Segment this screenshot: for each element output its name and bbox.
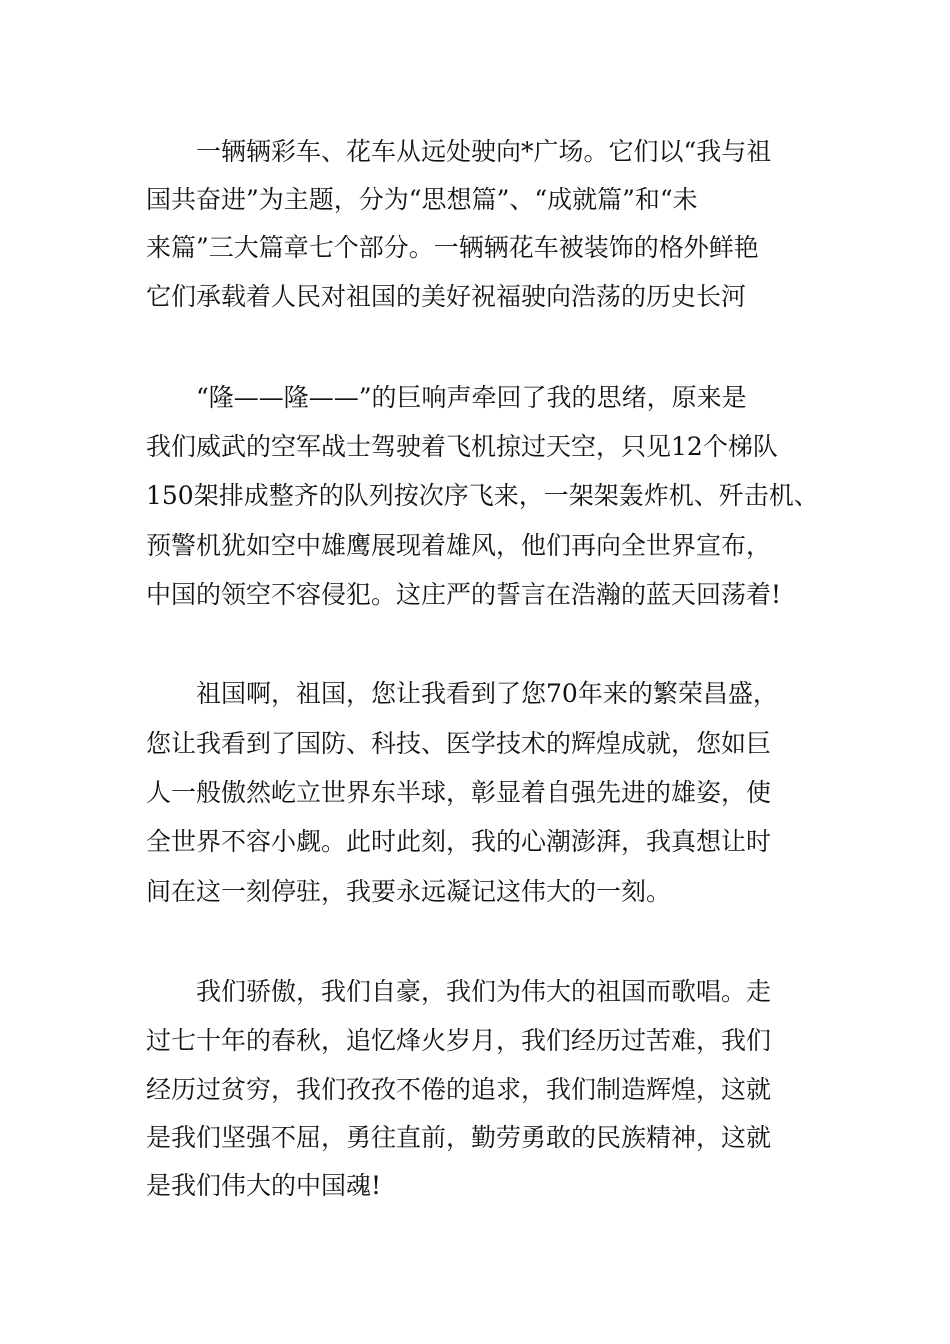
paragraph-3-line-1: 祖国啊，祖国，您让我看到了您70年来的繁荣昌盛， [196, 679, 778, 708]
paragraph-2-line-5: 中国的领空不容侵犯。这庄严的誓言在浩瀚的蓝天回荡着! [146, 580, 782, 609]
paragraph-4-line-2: 过七十年的春秋，追忆烽火岁月，我们经历过苦难，我们 [146, 1026, 772, 1055]
paragraph-3-line-5: 间在这一刻停驻，我要永远凝记这伟大的一刻。 [146, 877, 672, 906]
paragraph-4-line-4: 是我们坚强不屈，勇往直前，勤劳勇敢的民族精神，这就 [146, 1123, 772, 1152]
paragraph-1-line-1: 一辆辆彩车、花车从远处驶向*广场。它们以“我与祖 [196, 137, 772, 166]
paragraph-1-line-4: 它们承载着人民对祖国的美好祝福驶向浩荡的历史长河 [146, 282, 747, 311]
paragraph-4-line-1: 我们骄傲，我们自豪，我们为伟大的祖国而歌唱。走 [196, 977, 772, 1006]
paragraph-1-line-2: 国共奋进”为主题，分为“思想篇”、“成就篇”和“未 [146, 185, 698, 214]
paragraph-3-line-4: 全世界不容小觑。此时此刻，我的心潮澎湃，我真想让时 [146, 827, 772, 856]
paragraph-4-line-3: 经历过贫穷，我们孜孜不倦的追求，我们制造辉煌，这就 [146, 1075, 772, 1104]
paragraph-2-line-1: “隆——隆——”的巨响声牵回了我的思绪，原来是 [196, 383, 747, 412]
paragraph-2-line-3: 150架排成整齐的队列按次序飞来，一架架轰炸机、歼击机、 [146, 481, 819, 510]
paragraph-3-line-2: 您让我看到了国防、科技、医学技术的辉煌成就，您如巨 [146, 729, 772, 758]
paragraph-1-line-3: 来篇”三大篇章七个部分。一辆辆花车被装饰的格外鲜艳 [146, 233, 759, 262]
paragraph-3-line-3: 人一般傲然屹立世界东半球，彰显着自强先进的雄姿，使 [146, 778, 772, 807]
paragraph-4-line-5: 是我们伟大的中国魂! [146, 1171, 382, 1200]
paragraph-2-line-4: 预警机犹如空中雄鹰展现着雄风，他们再向全世界宣布， [146, 531, 772, 560]
paragraph-2-line-2: 我们威武的空军战士驾驶着飞机掠过天空，只见12个梯队 [146, 432, 778, 461]
